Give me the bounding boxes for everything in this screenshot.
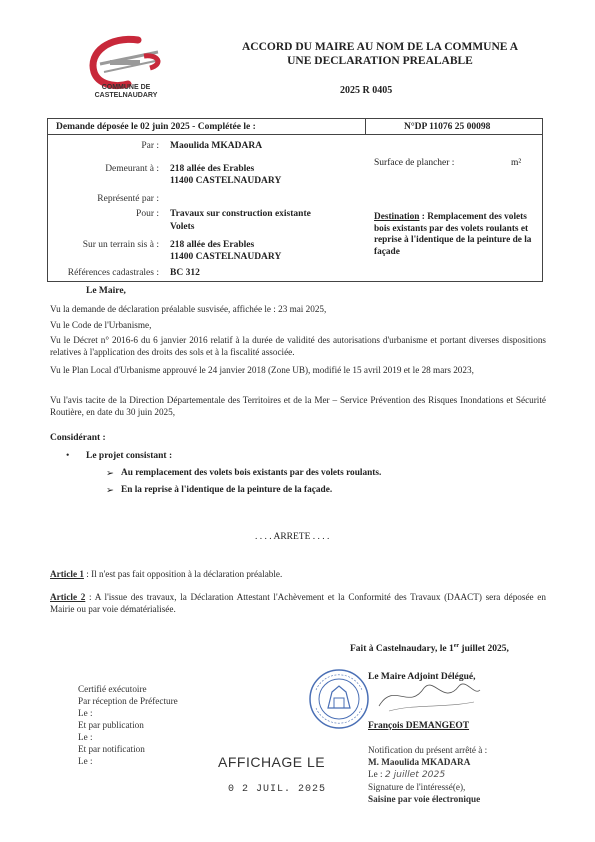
vu-paragraph: Vu le Décret n° 2016-6 du 6 janvier 2016 relatif à la durée de validité des autorisations d'urbanisme et portant diverses dispositions relatives à l'application des droits des sols et à la fiscalité associée.	[50, 335, 546, 357]
arrow-bullet-icon: ➢	[106, 486, 114, 496]
commune-name: COMMUNE DE CASTELNAUDARY	[94, 84, 158, 99]
row-label: Pour :	[136, 209, 159, 219]
affichage-stamp: AFFICHAGE LE	[218, 754, 326, 770]
row-value: 218 allée des Erables	[170, 240, 255, 250]
surface-unit: m²	[511, 158, 522, 168]
row-value: 218 allée des Erables	[170, 164, 255, 174]
handwritten-signature	[374, 676, 484, 716]
dossier-number: N°DP 11076 25 00098	[404, 122, 491, 132]
signatory-name: François DEMANGEOT	[368, 721, 470, 731]
destination: Destination : Remplacement des volets bois existants par des volets roulants et reprise à l'identique de la peinture de la façade	[374, 212, 532, 257]
considerant-heading: Considérant :	[50, 433, 106, 443]
row-value: 11400 CASTELNAUDARY	[170, 252, 282, 262]
row-label: Demeurant à :	[105, 164, 159, 174]
row-value: BC 312	[170, 268, 200, 278]
row-label: Représenté par :	[97, 194, 159, 204]
projet-item: En la reprise à l'identique de la peinture de la façade.	[121, 485, 333, 495]
commune-seal-stamp	[308, 668, 370, 730]
vu-paragraph: Vu le Code de l'Urbanisme,	[50, 320, 152, 330]
row-label: Références cadastrales :	[67, 268, 159, 278]
row-label: Sur un terrain sis à :	[82, 240, 159, 250]
row-value: Volets	[170, 222, 195, 232]
signatory-role: Le Maire Adjoint Délégué,	[368, 672, 476, 682]
handwritten-date: 2 juillet 2025	[384, 769, 446, 780]
fait-a: Fait à Castelnaudary, le 1er juillet 2025,	[350, 643, 509, 655]
arrow-bullet-icon: ➢	[106, 469, 114, 479]
row-value: Travaux sur construction existante	[170, 209, 311, 219]
document-title: ACCORD DU MAIRE AU NOM DE LA COMMUNE A UNE DECLARATION PREALABLE	[242, 41, 518, 67]
article-2: Article 2 : A l'issue des travaux, la Déclaration Attestant l'Achèvement et la Conformité des Travaux (DAACT) sera déposée en Mairie ou par voie dématérialisée.	[50, 592, 546, 614]
vu-paragraph: Vu la demande de déclaration préalable susvisée, affichée le : 23 mai 2025,	[50, 304, 327, 314]
le-maire: Le Maire,	[86, 286, 126, 296]
projet-item: Au remplacement des volets bois existants par des volets roulants.	[121, 468, 382, 478]
table-divider	[47, 134, 543, 135]
affichage-date: 0 2 JUIL. 2025	[228, 784, 327, 795]
surface-label: Surface de plancher :	[374, 158, 455, 168]
vu-paragraph: Vu le Plan Local d'Urbanisme approuvé le 24 janvier 2018 (Zone UB), modifié le 15 avril 2019 et le 28 mars 2023,	[50, 365, 474, 375]
arrete-heading: . . . . ARRETE . . . .	[255, 532, 330, 542]
notification-block: Notification du présent arrêté à : M. Maoulida MKADARA Le : 2 juillet 2025 Signature de l'intéressé(e), Saisine par voie électronique	[368, 745, 488, 804]
deposit-date: Demande déposée le 02 juin 2025 - Complétée le :	[56, 122, 256, 132]
row-value: 11400 CASTELNAUDARY	[170, 176, 282, 186]
row-label: Par :	[141, 141, 159, 151]
projet-heading: Le projet consistant :	[86, 451, 173, 461]
table-divider	[365, 118, 366, 134]
certification-block: Certifié exécutoire Par réception de Préfecture Le : Et par publication Le : Et par notification Le :	[78, 684, 178, 766]
article-1: Article 1 : Il n'est pas fait opposition à la déclaration préalable.	[50, 569, 283, 579]
bullet-icon: •	[66, 451, 70, 461]
reference-number: 2025 R 0405	[340, 85, 393, 96]
row-value: Maoulida MKADARA	[170, 141, 263, 151]
vu-paragraph: Vu l'avis tacite de la Direction Départementale des Territoires et de la Mer – Service Prévention des Risques Inondations et Sécurité Routière, en date du 30 juin 2025,	[50, 395, 546, 417]
